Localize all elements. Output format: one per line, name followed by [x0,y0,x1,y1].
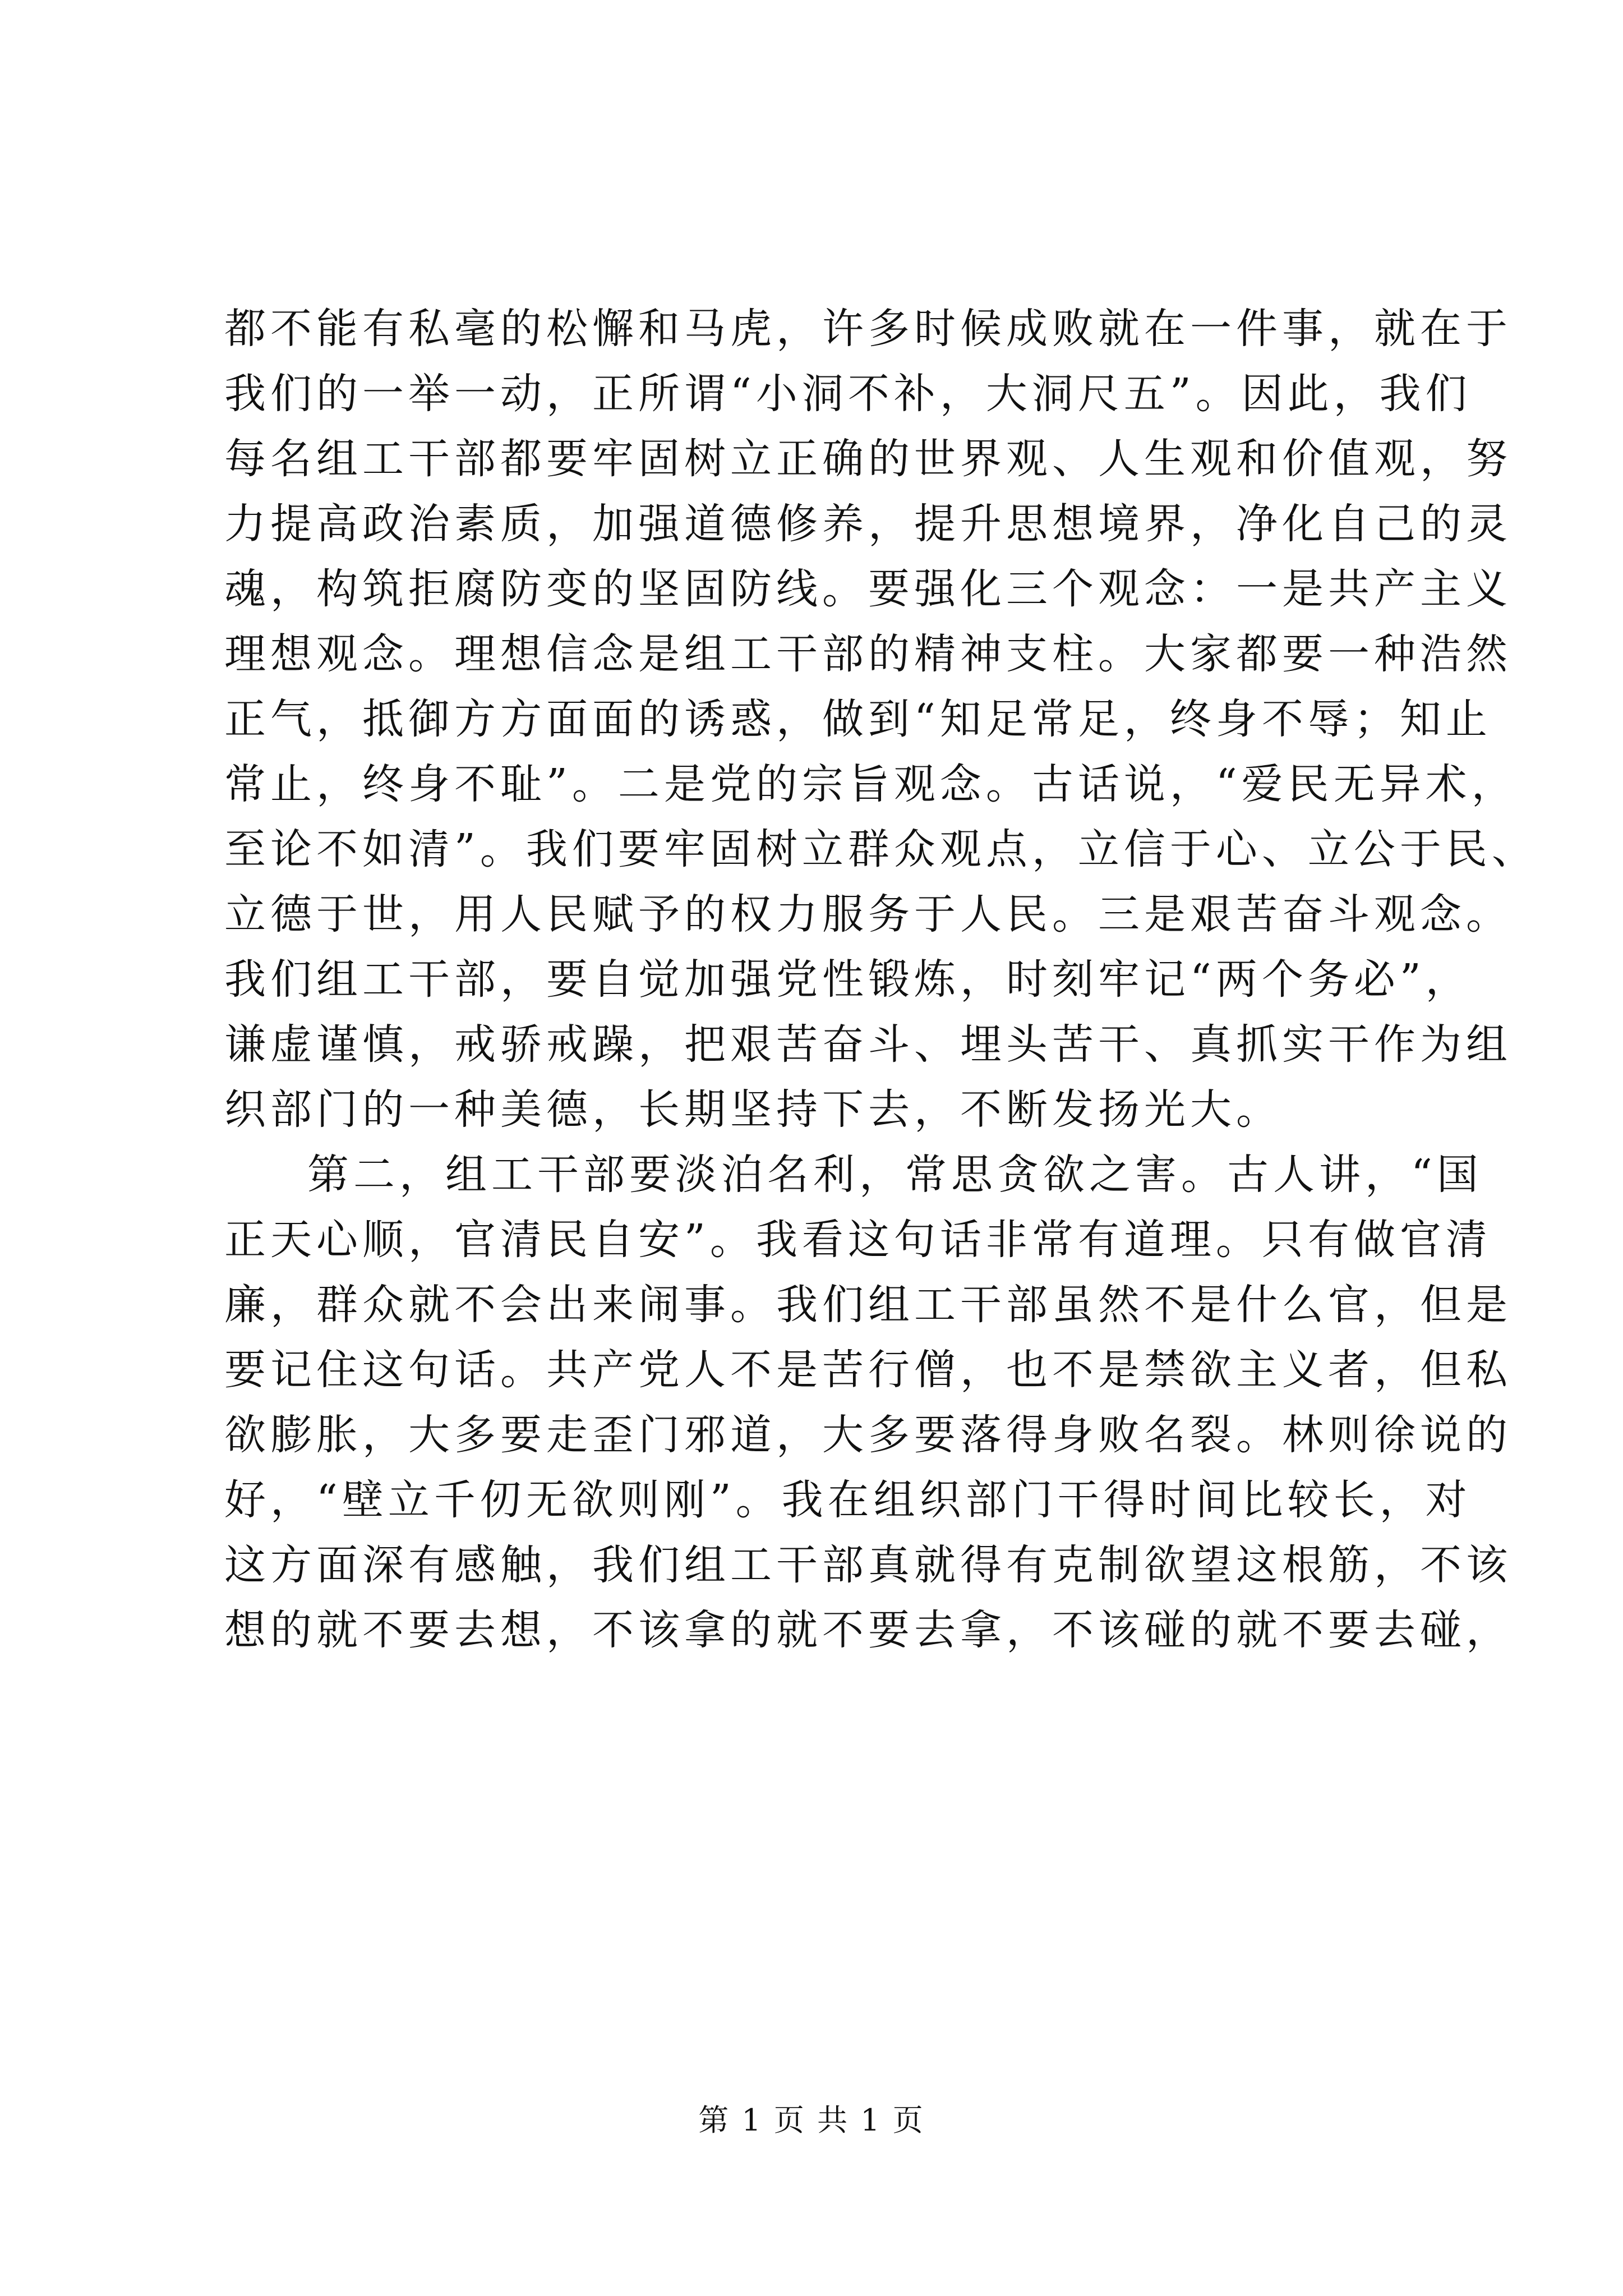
text-line: 常止，终身不耻”。二是党的宗旨观念。古话说，“爱民无异术， [224,760,1518,808]
text-line: 好，“壁立千仞无欲则刚”。我在组织部门干得时间比较长，对 [224,1476,1472,1524]
text-line: 立德于世，用人民赋予的权力服务于人民。三是艰苦奋斗观念。 [224,890,1512,938]
text-line: 至论不如清”。我们要牢固树立群众观点，立信于心、立公于民、 [224,825,1538,873]
text-line: 力提高政治素质，加强道德修养，提升思想境界，净化自己的灵 [224,500,1512,548]
text-line: 理想观念。理想信念是组工干部的精神支柱。大家都要一种浩然 [224,630,1512,678]
body-text [224,296,1538,1663]
text-line: 我们的一举一动，正所谓“小洞不补，大洞尺五”。因此，我们 [224,370,1472,418]
paragraph-start-line: 第二，组工干部要淡泊名利，常思贪欲之害。古人讲，“国 [307,1151,1483,1199]
text-line: 要记住这句话。共产党人不是苦行僧，也不是禁欲主义者，但私 [224,1346,1512,1394]
text-line: 织部门的一种美德，长期坚持下去，不断发扬光大。 [224,1085,1282,1134]
text-line: 谦虚谨慎，戒骄戒躁，把艰苦奋斗、埋头苦干、真抓实干作为组 [224,1020,1512,1069]
text-line: 都不能有私毫的松懈和马虎，许多时候成败就在一件事，就在于 [224,305,1512,353]
text-line: 我们组工干部，要自觉加强党性锻炼，时刻牢记“两个务必”， [224,955,1472,1004]
text-line: 这方面深有感触，我们组工干部真就得有克制欲望这根筋，不该 [224,1541,1512,1589]
text-line: 欲膨胀，大多要走歪门邪道，大多要落得身败名裂。林则徐说的 [224,1411,1512,1459]
text-line: 正气，抵御方方面面的诱惑，做到“知足常足，终身不辱；知止 [224,695,1492,743]
text-line: 每名组工干部都要牢固树立正确的世界观、人生观和价值观，努 [224,435,1512,483]
text-line: 正天心顺，官清民自安”。我看这句话非常有道理。只有做官清 [224,1216,1492,1264]
text-line: 想的就不要去想，不该拿的就不要去拿，不该碰的就不要去碰， [224,1606,1512,1654]
text-line: 魂，构筑拒腐防变的坚固防线。要强化三个观念：一是共产主义 [224,565,1512,613]
page-footer: 第 1 页 共 1 页 [698,2102,925,2138]
text-line: 廉，群众就不会出来闹事。我们组工干部虽然不是什么官，但是 [224,1281,1512,1329]
